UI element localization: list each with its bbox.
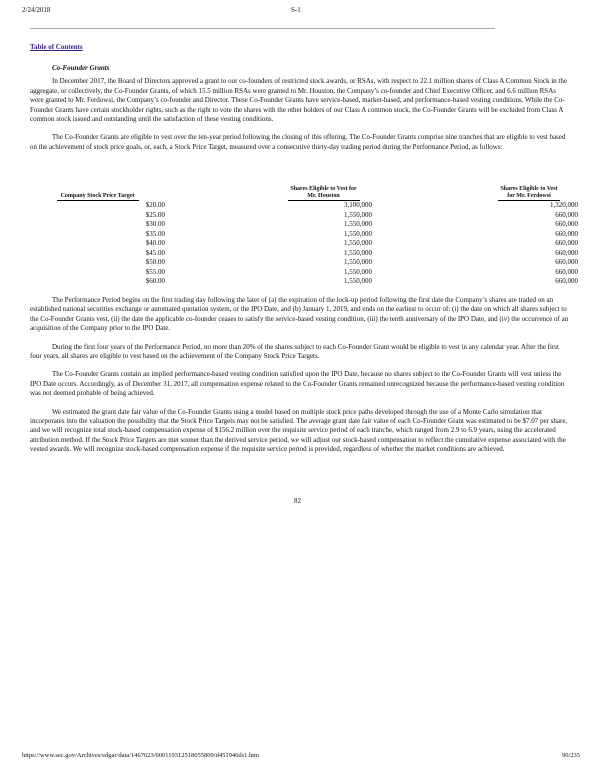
table-row: $25.00 1,550,000 660,000 <box>145 210 578 219</box>
column-header-price-target: Company Stock Price Target <box>30 186 165 201</box>
paragraph: We estimated the grant date fair value of the Co-Founder Grants using a model based on multiple stock price paths developed through the use of a Monte Carlo simulation that incorporates into the valuation the possibility that the Stock Price Targets may not be satisfied. The average grant date fair value of each Co-Founder Grant was estimated to be $7.07 per share, and we will recognize total stock-based compensation expense of $156.2 million over the requisite service period of each tranche, which ranged from 2.9 to 6.9 years, using the accelerated attribution method. If the Stock Price Targets are met sooner than the derived service period, we will adjust our stock-based compensation to reflect the cumulative expense associated with the vested awards. We will recognize stock-based compensation expense if the requisite service period is provided, regardless of whether the market conditions are achieved. <box>30 407 568 454</box>
table-row: $20.00 3,100,000 1,320,000 <box>145 201 578 209</box>
section-title: Co-Founder Grants <box>52 64 110 72</box>
table-row: $30.00 1,550,000 660,000 <box>145 220 578 228</box>
footer-url: https://www.sec.gov/Archives/edgar/data/1467623/000119312518055809/d451946ds1.htm <box>22 752 260 759</box>
stock-price-target-table <box>30 186 578 287</box>
page-number: 82 <box>294 497 301 505</box>
table-of-contents-link[interactable]: Table of Contents <box>30 43 83 51</box>
print-date: 2/24/2018 <box>22 6 51 14</box>
table-row: $35.00 1,550,000 660,000 <box>145 229 578 238</box>
table-row: $40.00 1,550,000 660,000 <box>145 239 578 247</box>
table-row: $50.00 1,550,000 660,000 <box>145 258 578 266</box>
paragraph: The Co-Founder Grants contain an implied performance-based vesting condition satisfied upon the IPO Date, because no shares subject to the Co-Founder Grants will vest unless the IPO Date occurs. Accordingly, as of December 31, 2017, all compensation expense related to the Co-Founder Grants remained unrecognized because the performance-based vesting condition was not deemed probable of being achieved. <box>30 370 565 398</box>
column-header-ferdowsi: Shares Eligible to Vest for Mr. Ferdowsi <box>480 186 578 201</box>
footer-page-count: 90/235 <box>562 752 581 759</box>
paragraph: The Co-Founder Grants are eligible to vest over the ten-year period following the closing of this offering. The Co-Founder Grants comprise nine tranches that are eligible to vest based on the achievement of stock price goals, or, each, a Stock Price Target, measured over a consecutive thirty-day trading period during the Performance Period, as follows: <box>30 133 566 151</box>
table-header-row <box>30 186 578 201</box>
section-content <box>30 64 570 161</box>
section-content-continued <box>30 296 570 464</box>
document-title: S-1 <box>291 6 301 14</box>
paragraph: In December 2017, the Board of Directors approved a grant to our co-founders of restricted stock awards, or RSAs, with respect to 22.1 million shares of Class A Common Stock in the aggregate, or collectively, the Co-Founder Grants, of which 15.5 million RSAs were granted to Mr. Houston, the Company’s co-founder and Chief Executive Officer, and 6.6 million RSAs were granted to Mr. Ferdowsi, the Company’s co-founder and Director. These Co-Founder Grants have service-based, market-based, and performance-based vesting conditions. While the Co-Founder Grants have certain stockholder rights, such as the right to vote the shares with the other holders of our Class A common stock, the Co-Founder Grants will be excluded from Class A common stock issued and outstanding until the satisfaction of these vesting conditions. <box>30 77 567 124</box>
paragraph: During the first four years of the Performance Period, no more than 20% of the shares subject to each Co-Founder Grant would be eligible to vest in any calendar year. After the first four years, all shares are eligible to vest based on the achievement of the Company Stock Price Targets. <box>30 342 559 361</box>
column-header-houston: Shares Eligible to Vest for Mr. Houston <box>275 186 372 201</box>
table-row: $45.00 1,550,000 660,000 <box>145 248 578 257</box>
paragraph: The Performance Period begins on the first trading day following the later of (a) the expiration of the lock-up period following the first date the Company’s shares are traded on an established national securities exchange or automated quotation system, or the IPO Date, and (b) January 1, 2019, and ends on the earliest to occur of: (i) the date on which all shares subject to the Co-Founder Grants vest, (ii) the date the applicable co-founder ceases to satisfy the service-based vesting condition, (iii) the tenth anniversary of the IPO Date, and (iv) the occurrence of an acquisition of the Company prior to the IPO Date. <box>30 296 569 333</box>
table-row: $60.00 1,550,000 660,000 <box>145 277 578 285</box>
table-row: $55.00 1,550,000 660,000 <box>145 267 578 276</box>
header-divider <box>30 28 495 29</box>
